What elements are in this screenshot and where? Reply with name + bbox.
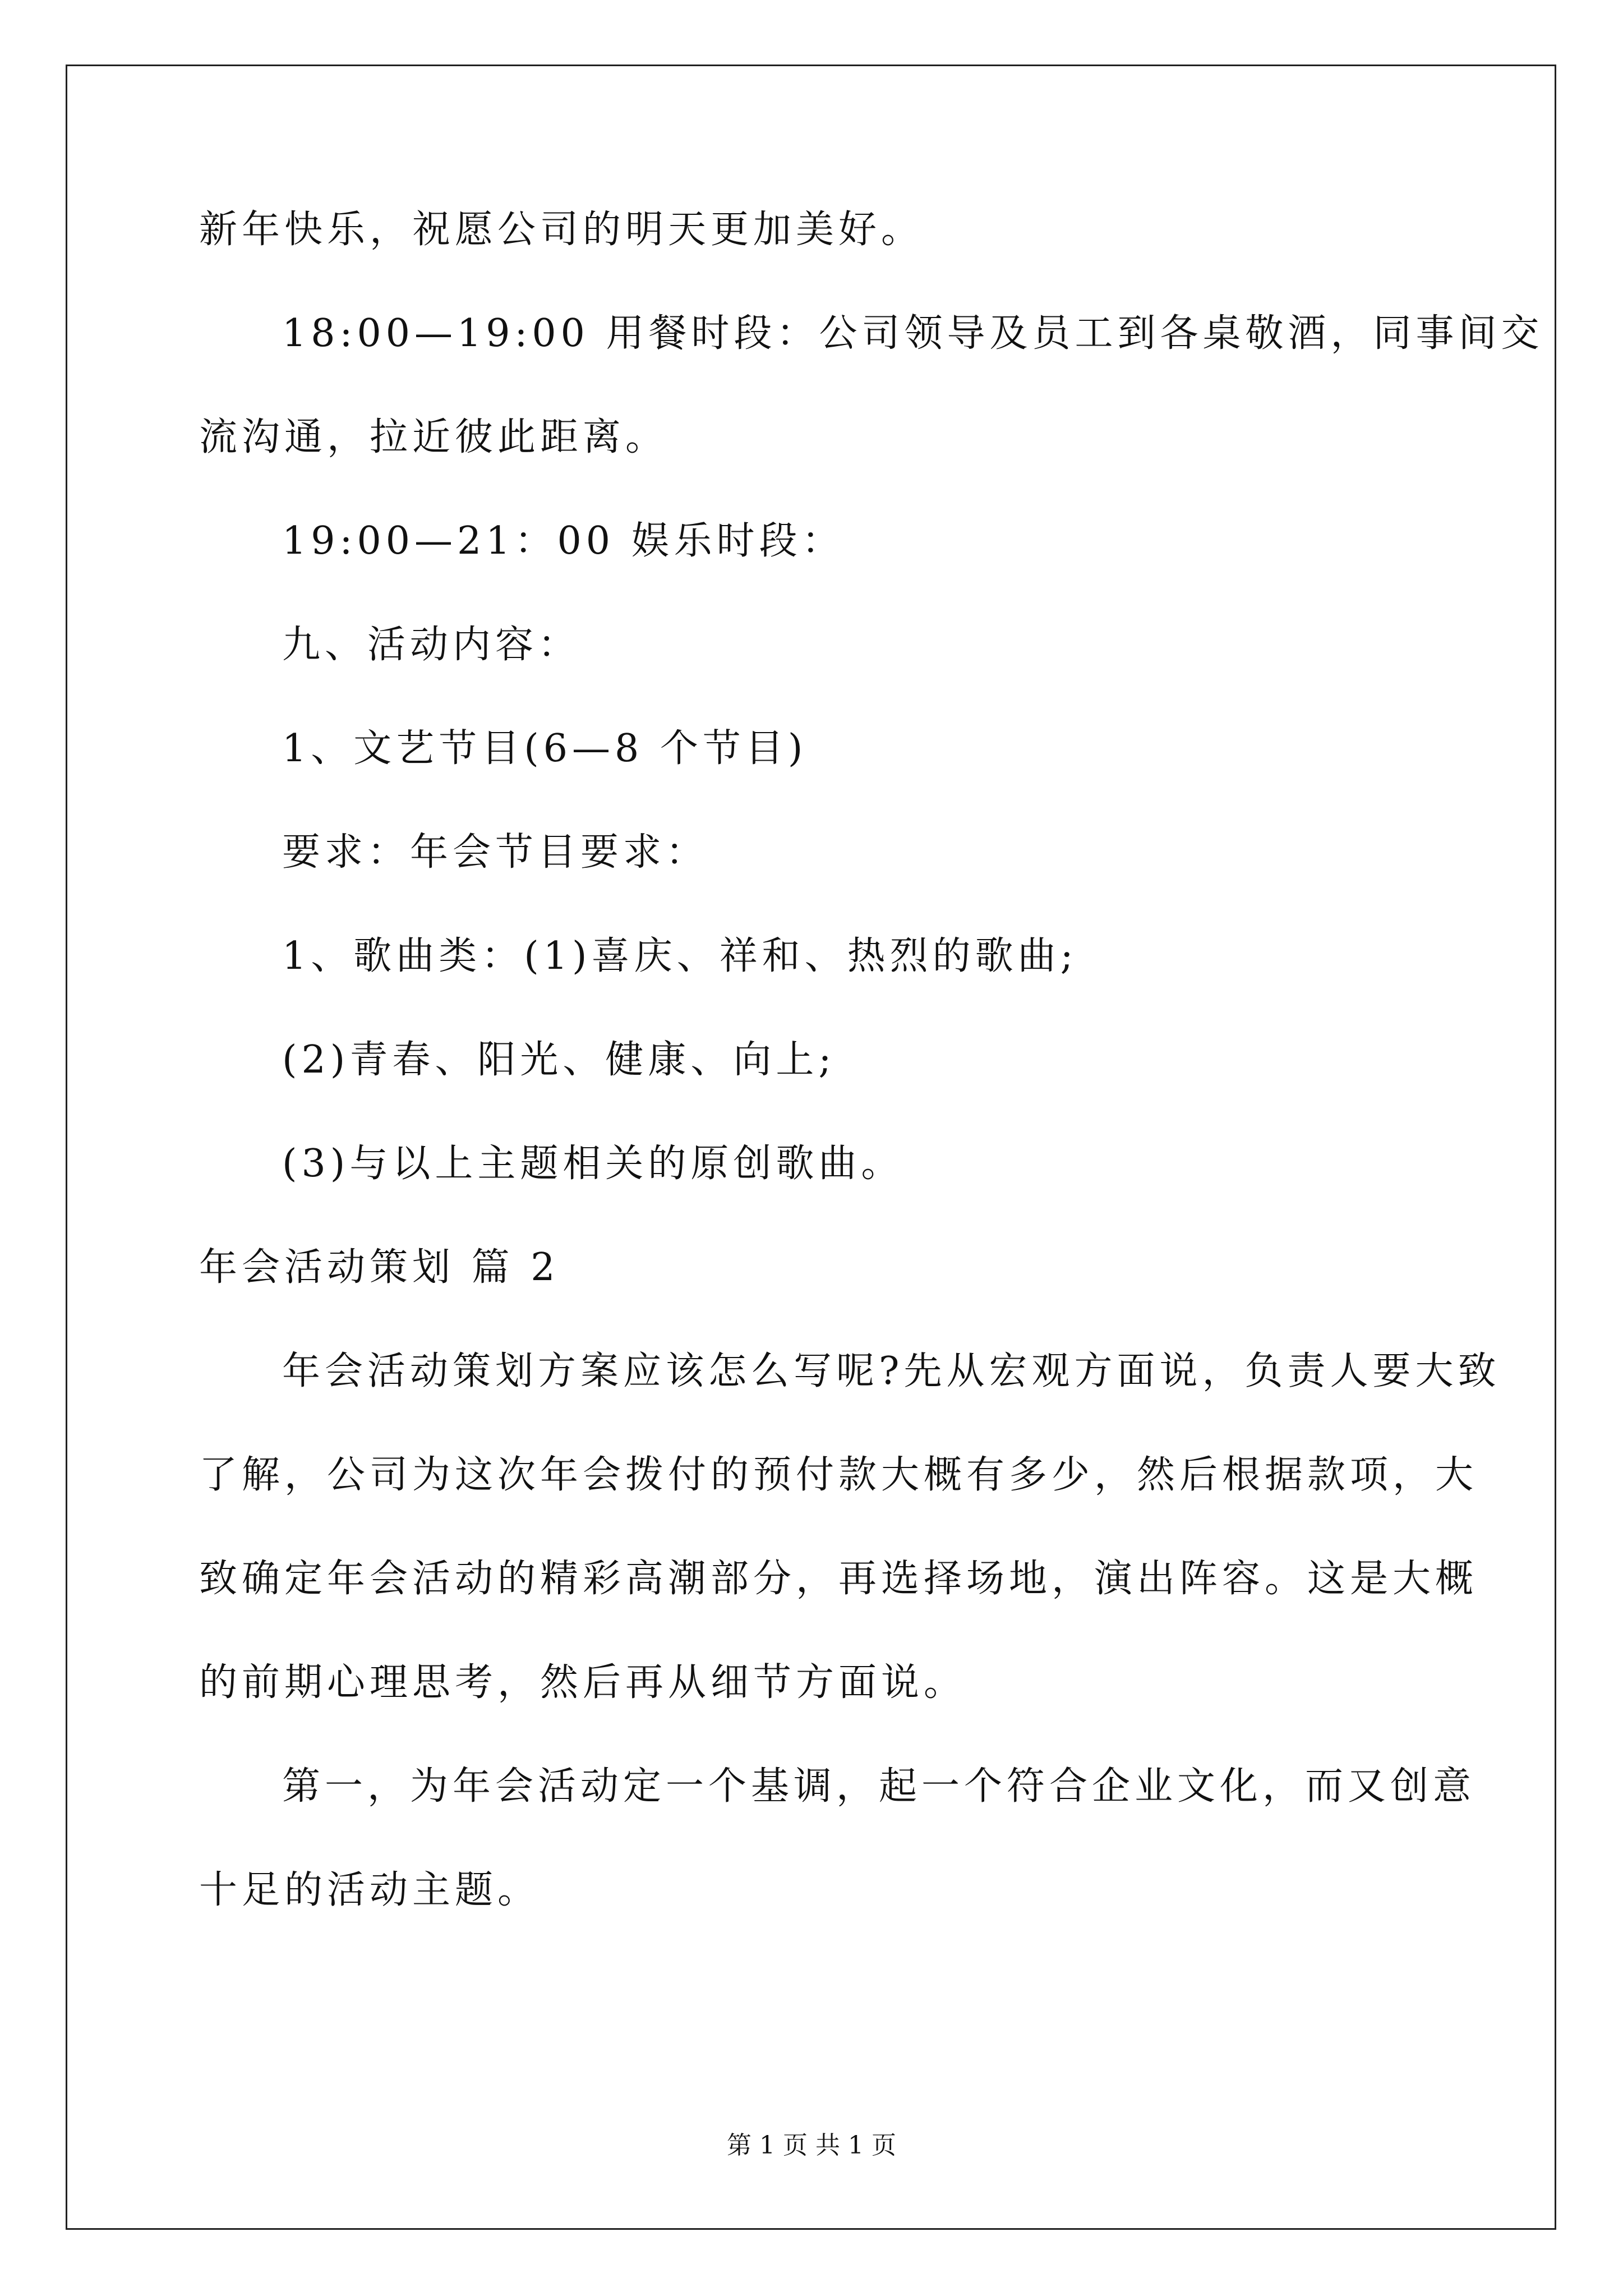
section-heading: 九、活动内容： [282, 623, 581, 667]
text-line: 流沟通，拉近彼此距离。 [199, 415, 668, 459]
text-line: (3)与以上主题相关的原创歌曲。 [282, 1142, 904, 1186]
text-line: 第一，为年会活动定一个基调，起一个符合企业文化，而又创意 [282, 1764, 1476, 1809]
text-line: 了解，公司为这次年会拨付的预付款大概有多少，然后根据款项，大 [199, 1453, 1478, 1497]
text-line: 1、歌曲类：(1)喜庆、祥和、热烈的歌曲; [282, 934, 1078, 978]
text-line: 1、文艺节目(6—8 个节目) [282, 726, 808, 771]
text-line: 致确定年会活动的精彩高潮部分，再选择场地，演出阵容。这是大概 [199, 1557, 1478, 1601]
text-line: 18:00—19:00 用餐时段：公司领导及员工到各桌敬酒，同事间交 [282, 311, 1544, 356]
page-footer: 第 1 页 共 1 页 [727, 2131, 896, 2160]
article-heading: 年会活动策划 篇 2 [199, 1245, 560, 1290]
text-line: 十足的活动主题。 [199, 1868, 541, 1912]
text-line: 的前期心理思考，然后再从细节方面说。 [199, 1660, 967, 1705]
text-line: 年会活动策划方案应该怎么写呢?先从宏观方面说，负责人要大致 [282, 1349, 1501, 1393]
text-line: 新年快乐，祝愿公司的明天更加美好。 [199, 208, 924, 252]
text-line: 19:00—21：00 娱乐时段： [282, 519, 845, 563]
text-line: (2)青春、阳光、健康、向上; [282, 1038, 836, 1082]
text-line: 要求：年会节目要求： [282, 830, 709, 875]
